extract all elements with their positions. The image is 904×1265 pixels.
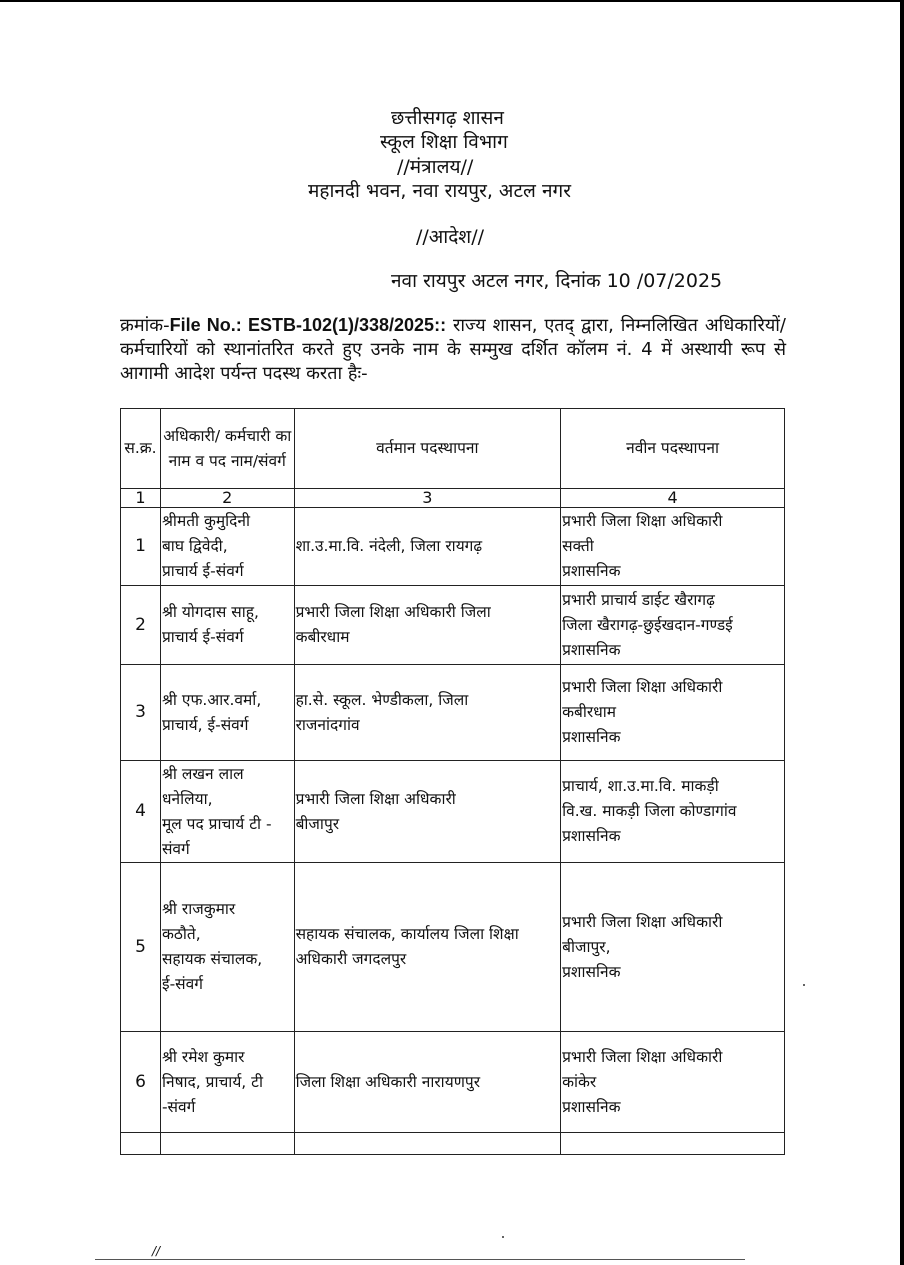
- header-sno: स.क्र.: [121, 409, 161, 489]
- cell-sno: 2: [121, 586, 161, 665]
- table-row: [121, 586, 785, 665]
- cell-new-posting-line: वि.ख. माकड़ी जिला कोण्डागांव: [562, 802, 737, 820]
- cell-name-line: धनेलिया,: [161, 789, 213, 808]
- order-prefix: क्रमांक-: [120, 315, 170, 336]
- cell-sno: 1: [121, 508, 161, 586]
- cell-name-line: श्री योगदास साहू,: [161, 603, 259, 621]
- table-row: [121, 665, 785, 761]
- header-department: स्कूल शिक्षा विभाग: [380, 131, 508, 153]
- cell-new-posting-line: प्रशासनिक: [562, 640, 621, 659]
- cell-name: [160, 1032, 294, 1133]
- cell-name-line: प्राचार्य, ई-संवर्ग: [161, 715, 249, 734]
- cell-current-posting-line: सहायक संचालक, कार्यालय जिला शिक्षा: [295, 925, 519, 943]
- header-current-posting: वर्तमान पदस्थापना: [294, 409, 561, 489]
- cell-sno: 6: [121, 1032, 161, 1133]
- cell-current-posting-line: कबीरधाम: [295, 628, 350, 646]
- cell-name-line: संवर्ग: [161, 839, 190, 858]
- page-top-border: [0, 0, 904, 2]
- cell-name-line: निषाद, प्राचार्य, टी: [161, 1072, 263, 1091]
- cell-new-posting: [561, 665, 785, 761]
- cell-name-line: श्रीमती कुमुदिनी: [161, 512, 251, 530]
- cell-current-posting-line: बीजापुर: [295, 814, 340, 833]
- cell-name-line: श्री रमेश कुमार: [161, 1047, 245, 1066]
- table-row: [121, 508, 785, 586]
- cell-new-posting-line: प्रभारी जिला शिक्षा अधिकारी: [562, 512, 723, 530]
- footer-line: [95, 1259, 745, 1260]
- col-number-4: 4: [561, 489, 785, 508]
- cell-name-line: श्री लखन लाल: [161, 764, 244, 783]
- cell-new-posting-line: प्रभारी जिला शिक्षा अधिकारी: [562, 1047, 723, 1066]
- cell-current-posting: [294, 586, 561, 665]
- table-header-row: [121, 409, 785, 489]
- cell-name: [160, 586, 294, 665]
- page-right-border: [900, 0, 904, 1265]
- cell-name-line: ई-संवर्ग: [161, 975, 203, 993]
- cell-new-posting-line: कबीरधाम: [562, 703, 617, 721]
- cell-new-posting-line: प्रशासनिक: [562, 562, 621, 580]
- table-row: [121, 1032, 785, 1133]
- cell-new-posting-line: बीजापुर,: [562, 937, 611, 956]
- cell-name: [160, 665, 294, 761]
- place-date: नवा रायपुर अटल नगर, दिनांक 10 /07/2025: [391, 270, 723, 292]
- table-row: [121, 863, 785, 1032]
- cell-new-posting-line: प्रभारी प्राचार्य डाईट खैरागढ़: [562, 590, 715, 609]
- table-row: [121, 761, 785, 863]
- cell-name-line: बाघ द्विवेदी,: [161, 537, 228, 555]
- cell-name-line: श्री राजकुमार: [161, 900, 236, 918]
- cell-new-posting: [561, 508, 785, 586]
- cell-current-posting: [294, 665, 561, 761]
- cell-name-line: प्राचार्य ई-संवर्ग: [161, 628, 244, 646]
- cell-new-posting: [561, 863, 785, 1032]
- scan-speck: [803, 984, 805, 986]
- header-name: अधिकारी/ कर्मचारी का नाम व पद नाम/संवर्ग: [160, 409, 294, 489]
- cell-name: [160, 863, 294, 1032]
- cell-new-posting-line: प्रशासनिक: [562, 827, 621, 845]
- order-title: //आदेश//: [416, 226, 485, 248]
- cell-current-posting-line: हा.से. स्कूल. भेण्डीकला, जिला: [295, 690, 469, 709]
- cell-current-posting-line: अधिकारी जगदलपुर: [295, 950, 407, 968]
- cell-new-posting-line: प्रशासनिक: [562, 1097, 621, 1116]
- order-body-text: राज्य शासन, एतद् द्वारा, निम्नलिखित अधिकारियों/कर्मचारियों को स्थानांतरित करते हुए उनके नाम के सम्मुख दर्शित कॉलम नं. 4 में अस्थायी रूप से आगामी आदेश पर्यन्त पदस्थ करता हैः-: [120, 315, 786, 384]
- cell-new-posting-line: कांकेर: [562, 1072, 597, 1091]
- cell-name-line: प्राचार्य ई-संवर्ग: [161, 562, 244, 580]
- cell-new-posting-line: प्रशासनिक: [562, 962, 621, 981]
- header-new-posting: नवीन पदस्थापना: [561, 409, 785, 489]
- col-number-3: 3: [294, 489, 561, 508]
- table-row-continuation: [121, 1133, 785, 1155]
- scan-speck: [502, 1236, 504, 1238]
- cell-new-posting-line: प्रभारी जिला शिक्षा अधिकारी: [562, 912, 723, 931]
- cell-current-posting-line: प्रभारी जिला शिक्षा अधिकारी: [295, 789, 456, 808]
- cell-current-posting: [294, 1032, 561, 1133]
- cell-name: [160, 761, 294, 863]
- cell-new-posting: [561, 761, 785, 863]
- cell-sno: 3: [121, 665, 161, 761]
- cell-current-posting-line: राजनांदगांव: [295, 715, 360, 734]
- transfer-table: [120, 408, 785, 1155]
- file-number: File No.: ESTB-102(1)/338/2025::: [169, 315, 447, 335]
- cell-name-line: -संवर्ग: [161, 1097, 196, 1116]
- header-ministry: //मंत्रालय//: [397, 156, 474, 178]
- cell-current-posting: [294, 761, 561, 863]
- cell-name-line: मूल पद प्राचार्य टी -: [161, 814, 272, 833]
- cell-current-posting: [294, 508, 561, 586]
- order-intro: [120, 313, 786, 386]
- col-number-1: 1: [121, 489, 161, 508]
- col-number-2: 2: [160, 489, 294, 508]
- cell-name-line: श्री एफ.आर.वर्मा,: [161, 690, 262, 709]
- cell-current-posting-line: जिला शिक्षा अधिकारी नारायणपुर: [295, 1072, 481, 1091]
- header-govt: छत्तीसगढ़ शासन: [391, 107, 504, 129]
- cell-current-posting-line: प्रभारी जिला शिक्षा अधिकारी जिला: [295, 603, 491, 621]
- cell-current-posting: [294, 863, 561, 1032]
- column-number-row: [121, 489, 785, 508]
- cell-sno: 5: [121, 863, 161, 1032]
- cell-new-posting-line: सक्ती: [562, 537, 594, 555]
- header-address: महानदी भवन, नवा रायपुर, अटल नगर: [308, 180, 571, 202]
- cell-name-line: कठौते,: [161, 925, 201, 943]
- table-body: [121, 508, 785, 1133]
- footer-initial-mark: //: [152, 1244, 161, 1258]
- cell-new-posting: [561, 586, 785, 665]
- cell-new-posting-line: जिला खैरागढ़-छुईखदान-गण्डई: [562, 615, 733, 634]
- cell-new-posting-line: प्रशासनिक: [562, 728, 621, 746]
- cell-name-line: सहायक संचालक,: [161, 950, 263, 968]
- cell-new-posting-line: प्रभारी जिला शिक्षा अधिकारी: [562, 678, 723, 696]
- cell-sno: 4: [121, 761, 161, 863]
- cell-new-posting: [561, 1032, 785, 1133]
- cell-name: [160, 508, 294, 586]
- cell-current-posting-line: शा.उ.मा.वि. नंदेली, जिला रायगढ़: [295, 537, 483, 555]
- cell-new-posting-line: प्राचार्य, शा.उ.मा.वि. माकड़ी: [562, 777, 719, 795]
